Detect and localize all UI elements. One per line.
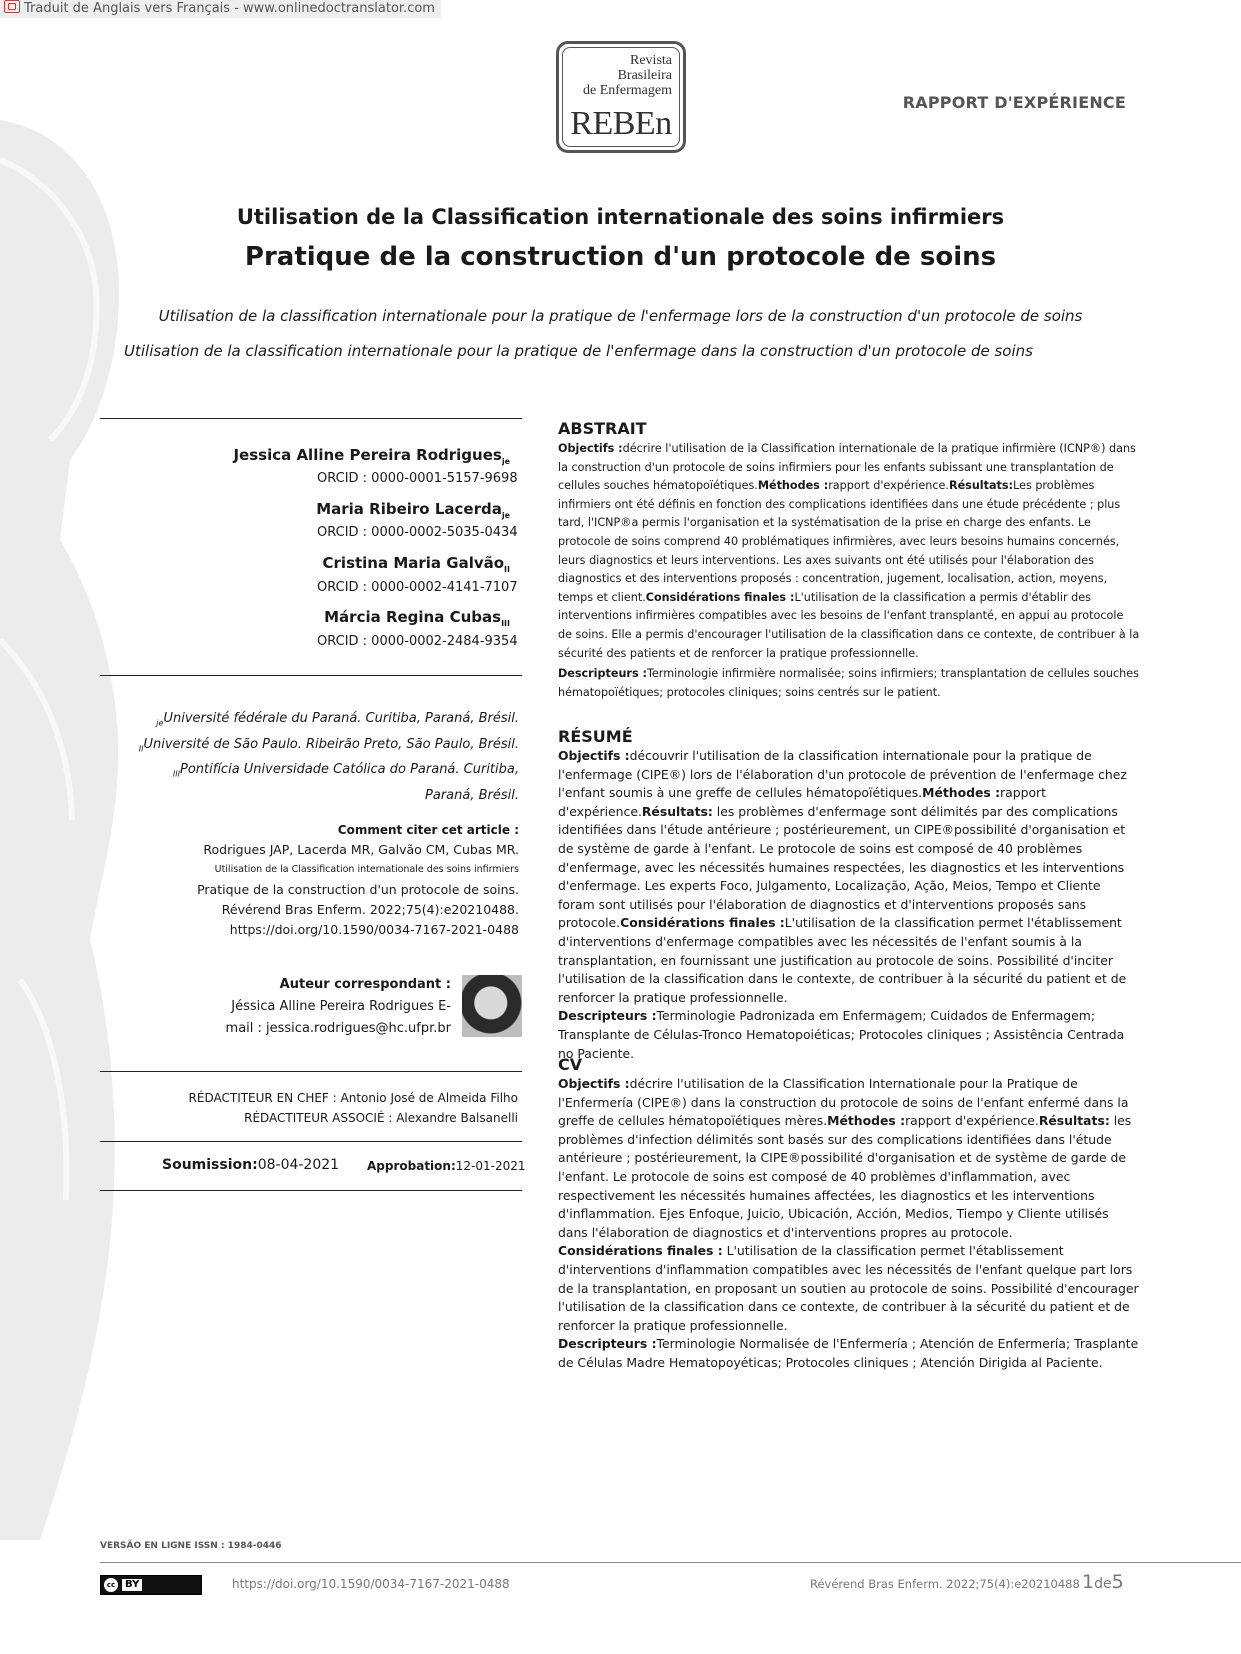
- citation-line: Pratique de la construction d'un protocole de soins.: [197, 882, 519, 897]
- author-name: Márcia Regina Cubas$_{III}$: [324, 608, 510, 628]
- citation-block: [197, 820, 519, 940]
- abstract-body: Objectifs :décrire l'utilisation de la Classification internationale de la pratique infirmière (ICNP®) dans la construction d'un protocole de soins infirmiers pour les enfants subissant une transplantation de cellules souches hématopoïétiques.Méthodes :rapport d'expérience.Résultats:Les problèmes infirmiers ont été définis en fonction des complications identifiées dans une étude précédente ; plus tard, l'ICNP®a permis l'organisation et la systématisation de la prise en charge des enfants. Le protocole de soins comprend 40 problématiques infirmières, avec leurs besoins humains concernés, leurs diagnostics et leurs interventions. Les axes suivants ont été utilisés pour l'élaboration des diagnostics et des interventions proposés : concentration, jugement, localisation, action, moyens, temps et client.Considérations finales :L'utilisation de la classification a permis d'établir des interventions infirmières compatibles avec les besoins de l'enfant transplanté, en appui au protocole de soins. Elle a permis d'encourager l'utilisation de la classification dans ce contexte, de contribuer à la sécurité des patients et de renforcer la pratique professionnelle.: [558, 442, 1140, 660]
- affiliation: $_{III}$Pontifícia Universidade Católica do Paraná. Curitiba,: [172, 762, 519, 779]
- corresponding-email[interactable]: mail : jessica.rodrigues@hc.ufpr.br: [225, 1021, 451, 1036]
- citation-label: Comment citer cet article :: [337, 823, 519, 837]
- abstract-heading: ABSTRAIT: [558, 419, 647, 438]
- editor-associate: RÉDACTITEUR ASSOCIÉ : Alexandre Balsanelli: [244, 1111, 518, 1125]
- page-number: 1de5: [1082, 1571, 1124, 1593]
- section-label: RAPPORT D'EXPÉRIENCE: [902, 93, 1126, 112]
- logo-line-3: de Enfermagem: [582, 83, 672, 98]
- corresponding-author: [226, 974, 451, 1040]
- cv-body: Objectifs :décrire l'utilisation de la Classification Internationale pour la Pratique de l'Enfermería (CIPE®) dans la construction du protocole de soins de l'enfant enfermé dans la greffe de cellules hématopoïétiques mères.Méthodes :rapport d'expérience.Résultats: les problèmes d'infection délimités sont basés sur des complications identifiées dans l'étude antérieure ; postérieurement, la CIPE®possibilité d'organisation et de système de garde de l'enfant. Le protocole de soins est composé de 40 problèmes d'inflammation, avec respectivement les nécessités humaines affectées, les diagnostics et les interventions d'inflammation. Ejes Enfoque, Juicio, Ubicación, Acción, Medios, Tiempo y Cliente utilisés dans l'élaboration de diagnostics et d'interventions propres au protocole. Considérations finales : L'utilisation de la classification permet l'établissement d'interventions d'inflammation compatibles avec les nécessités de l'enfant quelque part lors de la transplantation, en proposant un soutien au protocole de soins. Possibilité d'encourager l'utilisation de la classification dans ce contexte, de contribuer à la sécurité du patient et de renforcer la pratique professionnelle. Descripteurs :Terminologie Normalisée de l'Enfermería ; Atención de Enfermería; Trasplante de Células Madre Hematopoyéticas; Protocoles cliniques ; Atención Dirigida al Paciente.: [558, 1076, 1139, 1370]
- author-orcid[interactable]: ORCID : 0000-0001-5157-9698: [317, 471, 518, 486]
- footer-doi-link[interactable]: https://doi.org/10.1590/0034-7167-2021-0488: [232, 1577, 510, 1591]
- citation-doi-link[interactable]: https://doi.org/10.1590/0034-7167-2021-0488: [229, 922, 519, 937]
- author-photo: [462, 975, 522, 1037]
- translation-banner[interactable]: [0, 0, 441, 18]
- divider: [100, 675, 522, 676]
- citation-line: Utilisation de la Classification internationale des soins infirmiers: [214, 864, 519, 875]
- watermark-figure: [0, 120, 130, 1540]
- cc-icon: cc: [104, 1578, 118, 1592]
- author-name: Jessica Alline Pereira Rodrigues$_{je}$: [233, 446, 510, 466]
- citation-line: Rodrigues JAP, Lacerda MR, Galvão CM, Cubas MR.: [203, 842, 519, 857]
- cc-by-license-badge[interactable]: [100, 1575, 202, 1595]
- journal-logo: [556, 41, 686, 153]
- author-orcid[interactable]: ORCID : 0000-0002-4141-7107: [317, 580, 518, 595]
- title-line-1: Utilisation de la Classification internationale des soins infirmiers: [236, 205, 1005, 229]
- author-name: Cristina Maria Galvão$_{II}$: [322, 554, 510, 574]
- footer-divider: [100, 1562, 1241, 1563]
- banner-text: Traduit de Anglais vers Français - www.onlinedoctranslator.com: [24, 1, 435, 16]
- resume-heading: RÉSUMÉ: [558, 727, 633, 746]
- cv-heading: CV: [558, 1055, 583, 1074]
- logo-line-2: Brasileira: [617, 68, 672, 83]
- divider: [100, 418, 522, 419]
- author-orcid[interactable]: ORCID : 0000-0002-2484-9354: [317, 634, 518, 649]
- approval-date: Approbation:12-01-2021: [367, 1159, 526, 1173]
- citation-line: Révérend Bras Enferm. 2022;75(4):e20210488.: [221, 902, 519, 917]
- resume-body: Objectifs :découvrir l'utilisation de la classification internationale pour la pratique de l'enfermage (CIPE®) lors de l'élaboration d'un protocole de prévention de l'enfermage chez l'enfant soumis à une greffe de cellules hématopoïétiques.Méthodes :rapport d'expérience.Résultats: les problèmes d'enfermage sont délimités par des complications identifiées dans l'étude antérieure ; postérieurement, un CIPE®possibilité d'organisation et de système de garde à l'enfant. Le protocole de soins est composé de 40 problèmes d'enfermage, avec les nécessités humaines respectées, les diagnostics et les interventions d'enfermage. Les experts Foco, Julgamento, Localização, Ação, Meios, Tempo et Cliente foram sont utilisés pour l'élaboration de diagnostics et d'interventions proposés sans protocole.Considérations finales :L'utilisation de la classification permet l'établissement d'interventions d'enfermage compatibles avec les nécessités de l'enfant soumis à la transplantation, en fournissant une justification au protocole de soins. Possibilité d'inciter l'utilisation de la classification dans le contexte, de contribuer à la sécurité du patient et de renforcer la pratique professionnelle. Descripteurs :Terminologie Padronizada em Enfermagem; Cuidados de Enfermagem; Transplante de Células-Tronco Hematopoiéticas; Protocoles cliniques ; Assistência Centrada no Paciente.: [558, 748, 1127, 1061]
- by-icon: BY: [122, 1579, 142, 1591]
- alt-title-2: Utilisation de la classification internationale pour la pratique de l'enfermage dans la construction d'un protocole de soins: [124, 342, 1033, 360]
- divider: [100, 1141, 522, 1142]
- footer-reference: Révérend Bras Enferm. 2022;75(4):e20210488: [810, 1577, 1080, 1591]
- corresponding-label: Auteur correspondant :: [279, 977, 451, 992]
- editors: [189, 1088, 518, 1128]
- affiliations: [139, 708, 519, 806]
- affiliation: Paraná, Brésil.: [425, 787, 519, 803]
- abstract-descriptors: Descripteurs :Terminologie infirmière normalisée; soins infirmiers; transplantation de cellules souches hématopoïétiques; protocoles cliniques; soins centrés sur le patient.: [558, 667, 1139, 699]
- translate-icon: [4, 0, 20, 13]
- divider: [100, 1071, 522, 1072]
- corresponding-name: Jéssica Alline Pereira Rodrigues E-: [231, 999, 451, 1014]
- editor-chief: RÉDACTITEUR EN CHEF : Antonio José de Almeida Filho: [188, 1091, 518, 1105]
- title-line-2: Pratique de la construction d'un protocole de soins: [244, 242, 997, 272]
- alt-title-1: Utilisation de la classification internationale pour la pratique de l'enfermage lors de la construction d'un protocole de soins: [158, 307, 1083, 325]
- author-orcid[interactable]: ORCID : 0000-0002-5035-0434: [317, 525, 518, 540]
- author-name: Maria Ribeiro Lacerda$_{je}$: [316, 500, 510, 520]
- logo-line-1: Revista: [630, 53, 672, 68]
- affiliation: $_{II}$Université de São Paulo. Ribeirão Preto, São Paulo, Brésil.: [138, 736, 519, 754]
- submission-date: Soumission:08-04-2021: [162, 1157, 340, 1173]
- divider: [100, 1190, 522, 1191]
- issn: VERSÃO EN LIGNE ISSN : 1984-0446: [100, 1541, 282, 1551]
- affiliation: $_{je}$Université fédérale du Paraná. Curitiba, Paraná, Brésil.: [156, 711, 519, 728]
- logo-acronym: REBEn: [570, 105, 672, 142]
